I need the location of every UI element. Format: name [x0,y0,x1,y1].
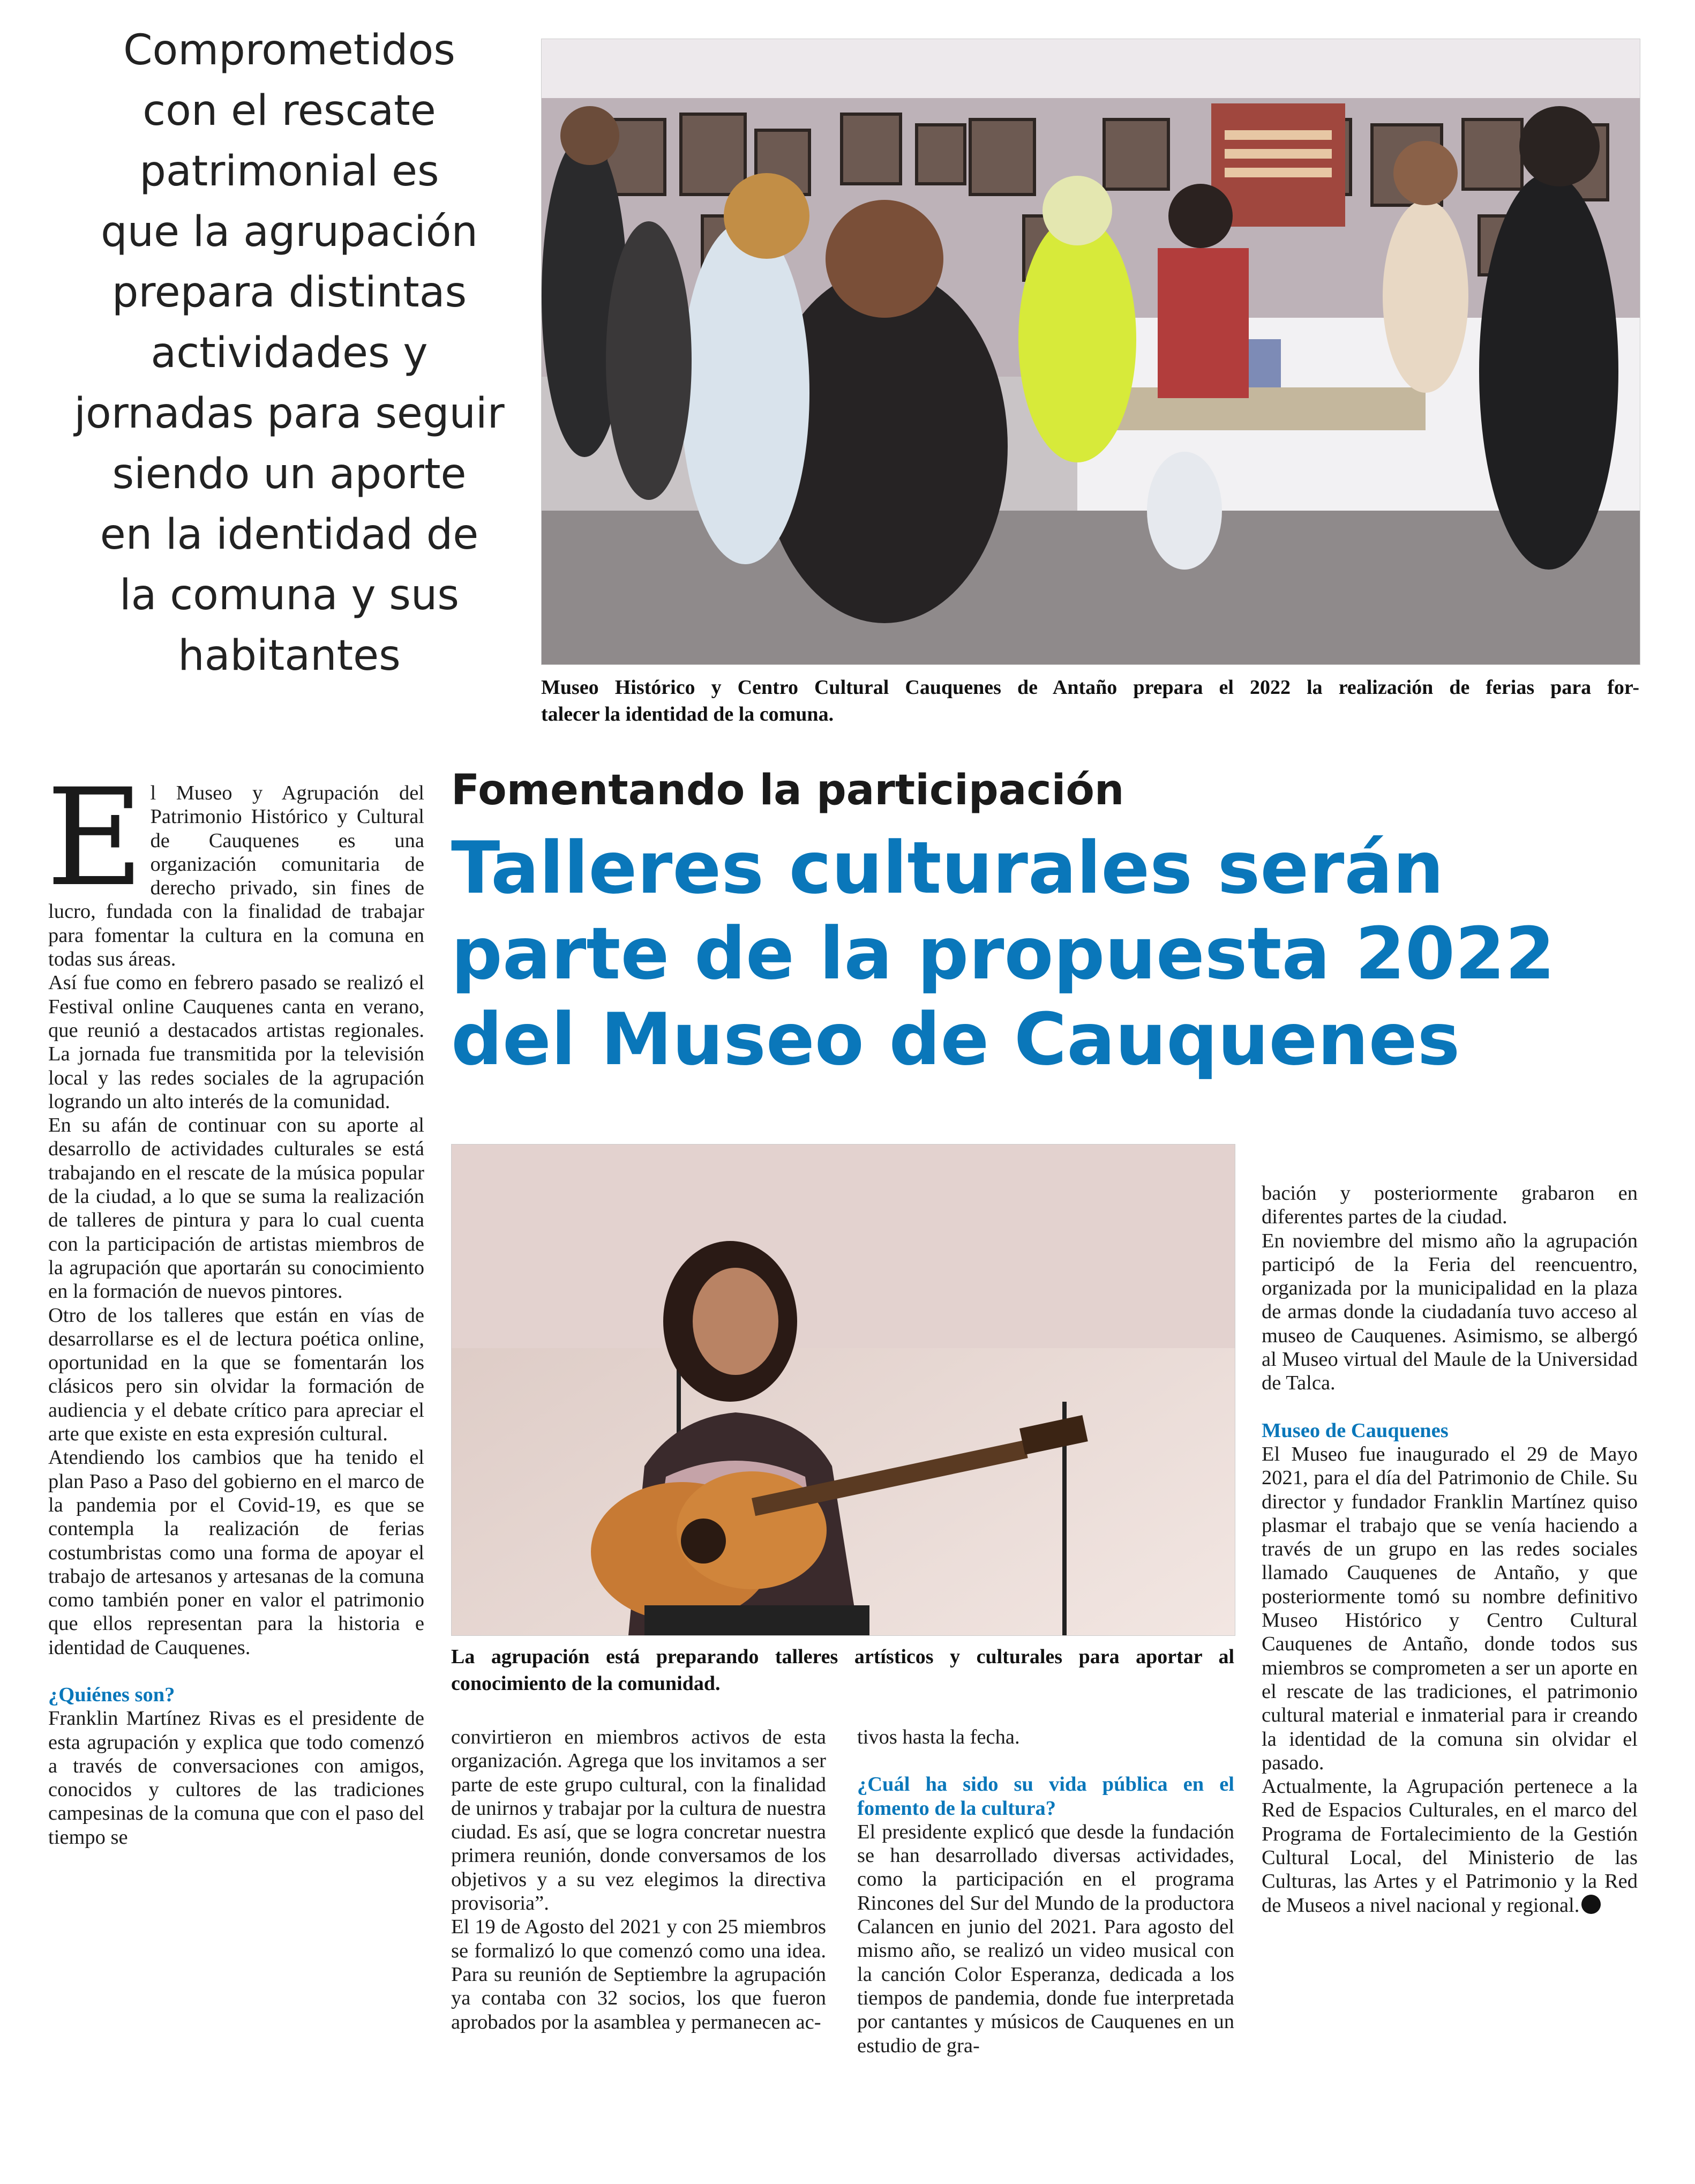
subheading-vida-publica: ¿Cuál ha sido su vida pública en el fomento de la cultura? [857,1773,1234,1820]
pull-quote-line: patrimonial es [139,147,439,196]
paragraph: Así fue como en febrero pasado se realizó el Festival online Cauquenes canta en verano, que reunió a destacados artistas regionales. La jornada fue transmitida por la televisión local y las redes sociales de la agrupación logrando un alto interés de la comunidad. [48,971,424,1113]
pull-quote-line: Comprometidos [123,26,455,74]
pull-quote-line: actividades y [151,329,428,377]
paragraph: l Museo y Agrupación del Patrimonio Histórico y Cultural de Cauquenes es una organización comunitaria de derecho privado, sin fines de lucro, fundada con la finalidad de trabajar para fomentar la cultura en la comuna en todas sus áreas. [48,782,424,971]
paragraph: En noviembre del mismo año la agrupación participó de la Feria del reencuentro, organizada por la municipalidad en la plaza de armas donde la ciudadanía tuvo acceso al museo de Cauquenes. Asimismo, se albergó al Museo virtual del Maule de la Universidad de Talca. [1262,1229,1638,1395]
guitar-performer-illustration [452,1145,1235,1635]
article-headline [451,825,1683,1082]
guitar-performer-photo [451,1144,1235,1636]
headline-line: del Museo de Cauquenes [451,998,1460,1081]
subheading-museo-de-cauquenes: Museo de Cauquenes [1262,1419,1449,1442]
caption-line: La agrupación está preparando talleres artísticos y culturales para aportar al [451,1646,1234,1668]
paragraph: Atendiendo los cambios que ha tenido el plan Paso a Paso del gobierno en el marco de la pandemia por el Covid-19, es que se contempla la realización de ferias costumbristas como una forma de apoyar el trabajo de artesanos y artesanas de la comuna como también poner en valor el patrimonio que ellos representan para la historia e identidad de Cauquenes. [48,1446,424,1659]
caption-line: talecer la identidad de la comuna. [541,703,834,725]
paragraph: El 19 de Agosto del 2021 y con 25 miembros se formalizó lo que comenzó como una idea. Para su reunión de Septiembre la agrupación ya contaba con 32 socios, los que fueron aprobados por la asamblea y permanecen ac- [451,1916,826,2033]
pull-quote-line: en la identidad de [100,511,479,559]
headline-line: Talleres culturales serán [451,826,1444,910]
pull-quote [38,20,541,686]
pull-quote-line: con el rescate [142,87,436,135]
paragraph [1262,1775,1638,1917]
article-kicker: Fomentando la participación [451,766,1124,814]
paragraph: Franklin Martínez Rivas es el presidente de esta agrupación y explica que todo comenzó a través de conversaciones con amigos, conocidos y cultores de las tradiciones campesinas de la comuna que con el paso del tiempo se [48,1707,424,1849]
pull-quote-line: prepara distintas [111,268,467,317]
pull-quote-line: que la agrupación [101,208,478,256]
pull-quote-line: jornadas para seguir [74,390,505,438]
headline-line: parte de la propuesta 2022 [451,912,1555,996]
end-of-article-icon [1581,1895,1601,1914]
paragraph-text: Actualmente, la Agrupación pertenece a la Red de Espacios Culturales, en el marco del Programa de Fortalecimiento de la Gestión Cultural Local, del Ministerio de las Culturas, las Artes y el Patrimonio y la Red de Museos a nivel nacional y regional. [1262,1775,1638,1917]
paragraph: tivos hasta la fecha. [857,1726,1020,1748]
drop-cap: E [46,760,144,916]
subheading-quienes-son: ¿Quiénes son? [48,1683,175,1706]
paragraph: convirtieron en miembros activos de esta organización. Agrega que los invitamos a ser parte de este grupo cultural, con la finalidad de unirnos y trabajar por la cultura de nuestra ciudad. Es así, que se logra concretar nuestra primera reunión, donde conversamos de los objetivos y a su vez elegimos la directiva provisoria”. [451,1726,826,1915]
paragraph: El presidente explicó que desde la fundación se han desarrollado diversas actividades, como la participación en el programa Rincones del Sur del Mundo de la productora Calancen en junio del 2021. Para agosto del mismo año, se realizó un video musical con la canción Color Esperanza, dedicada a los tiempos de pandemia, donde fue interpretada por cantantes y músicos de Cauquenes en un estudio de gra- [857,1820,1234,2057]
article-column-1 [46,760,424,1849]
paragraph: En su afán de continuar con su aporte al desarrollo de actividades culturales se está trabajando en el rescate de la música popular de la ciudad, a lo que se suma la realización de talleres de pintura y para lo cual cuenta con la participación de artistas miembros de la agrupación que aportarán su conocimiento en la formación de nuevos pintores. [48,1114,424,1303]
museum-fair-illustration [542,39,1640,664]
paragraph: bación y posteriormente grabaron en diferentes partes de la ciudad. [1262,1182,1638,1229]
pull-quote-line: la comuna y sus [119,571,459,619]
middle-photo-caption [451,1643,1234,1697]
paragraph: Otro de los talleres que están en vías de desarrollarse es el de lectura poética online, oportunidad en la que se fomentarán los clásicos pero sin olvidar la formación de audiencia y el debate crítico para apreciar el arte que existe en esta expresión cultural. [48,1304,424,1446]
article-column-4 [1262,1181,1638,1917]
pull-quote-line: habitantes [178,632,401,680]
top-photo-caption [541,674,1639,728]
museum-fair-photo [541,39,1640,665]
caption-line: conocimiento de la comunidad. [451,1672,721,1695]
pull-quote-line: siendo un aporte [112,450,467,498]
article-column-2 [451,1725,826,2034]
caption-line: Museo Histórico y Centro Cultural Cauquenes de Antaño prepara el 2022 la realización de ferias para for- [541,676,1639,699]
article-column-3 [857,1725,1234,2058]
paragraph: El Museo fue inaugurado el 29 de Mayo 2021, para el día del Patrimonio de Chile. Su director y fundador Franklin Martínez quiso plasmar el trabajo que se venía haciendo a través de un grupo en las redes sociales llamado Cauquenes de Antaño, y que posteriormente tomó su nombre definitivo Museo Histórico y Centro Cultural Cauquenes de Antaño, donde todos sus miembros se comprometen a ser un aporte en el rescate de las tradiciones, el patrimonio cultural material e inmaterial para ir creando la identidad de la comuna sin olvidar el pasado. [1262,1442,1638,1774]
